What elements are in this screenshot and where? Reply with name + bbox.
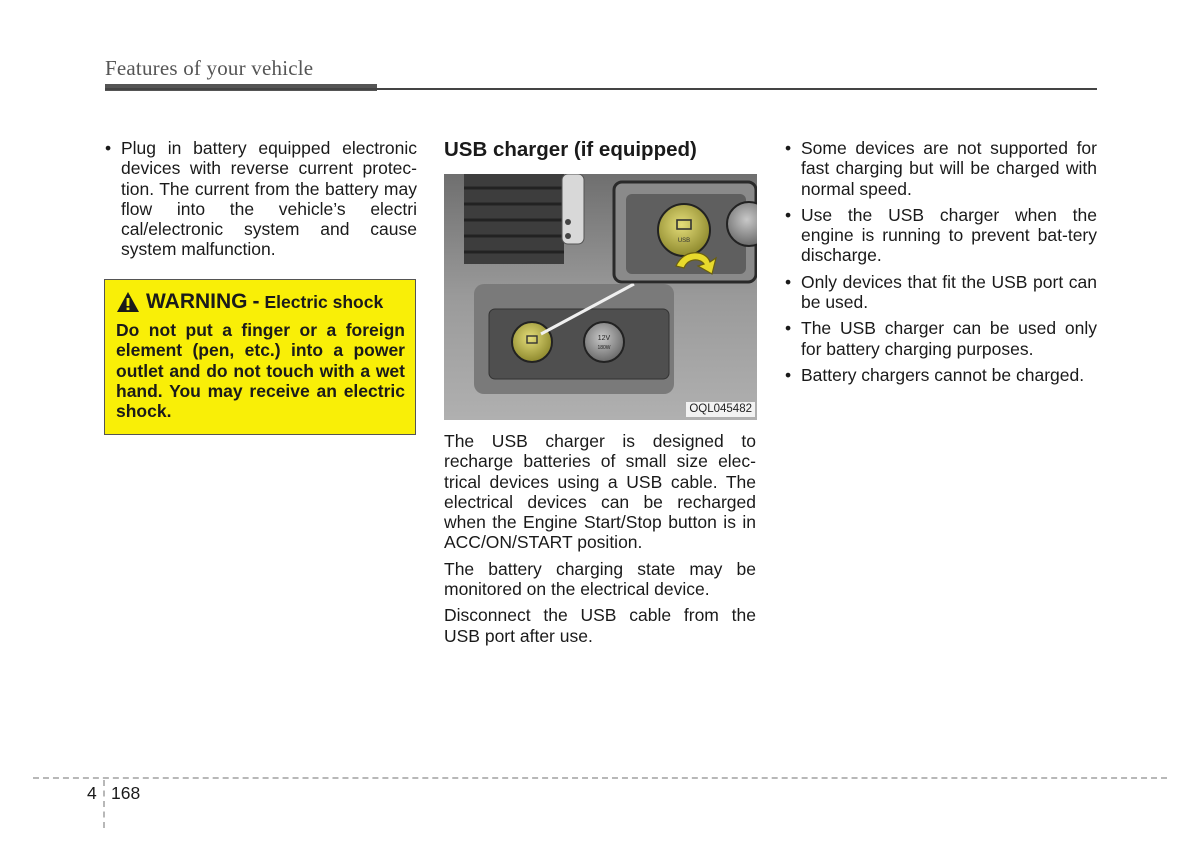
figure-port-label-usb: USB — [677, 238, 691, 244]
figure-port-label-12v: 12V — [597, 335, 611, 342]
figure-port-label-watt: 180W — [597, 345, 611, 351]
bullet-item: • Use the USB charger when the engine is running to prevent bat-tery discharge. — [784, 205, 1097, 266]
chapter-number: 4 — [87, 783, 97, 803]
page-header-title: Features of your vehicle — [105, 56, 314, 80]
page-number: 168 — [111, 783, 141, 803]
usb-charger-illustration — [444, 174, 757, 420]
warning-heading — [116, 290, 405, 314]
warning-box — [104, 279, 416, 435]
bullet-item: • Battery chargers cannot be charged. — [784, 365, 1097, 385]
paragraph: Disconnect the USB cable from the USB port after use. — [444, 605, 756, 646]
paragraph: The USB charger is designed to recharge batteries of small size elec-trical devices using a USB cable. The electrical devices can be recharged when the Engine Start/Stop button is in ACC/ON/START position. — [444, 431, 756, 553]
warning-body: Do not put a finger or a foreign element (pen, etc.) into a power outlet and do not touch with a wet hand. You may receive an electric shock. — [116, 320, 405, 422]
footer-divider — [103, 780, 105, 828]
warning-subtitle: Electric shock — [264, 291, 384, 312]
warning-label: WARNING — [146, 290, 248, 313]
figure-code: OQL045482 — [686, 402, 755, 417]
footer-rule — [33, 777, 1167, 779]
warning-separator: - — [252, 290, 260, 313]
usb-charger-figure — [444, 174, 757, 420]
middle-column-text — [444, 431, 756, 652]
header-rule — [105, 88, 1097, 90]
bullet-item: • Some devices are not supported for fast charging but will be charged with normal speed. — [784, 138, 1097, 199]
bullet-item: • Only devices that fit the USB port can be used. — [784, 272, 1097, 313]
right-column — [784, 138, 1097, 391]
section-title: USB charger (if equipped) — [444, 138, 697, 161]
bullet-item: • The USB charger can be used only for battery charging purposes. — [784, 318, 1097, 359]
left-column — [104, 138, 417, 266]
warning-triangle-icon — [116, 291, 140, 313]
paragraph: The battery charging state may be monitored on the electrical device. — [444, 558, 756, 600]
bullet-item: • Plug in battery equipped electronic devices with reverse current protec-tion. The current from the battery may flow into the vehicle’s electri cal/electronic system and cause system malfunction. — [104, 138, 417, 260]
